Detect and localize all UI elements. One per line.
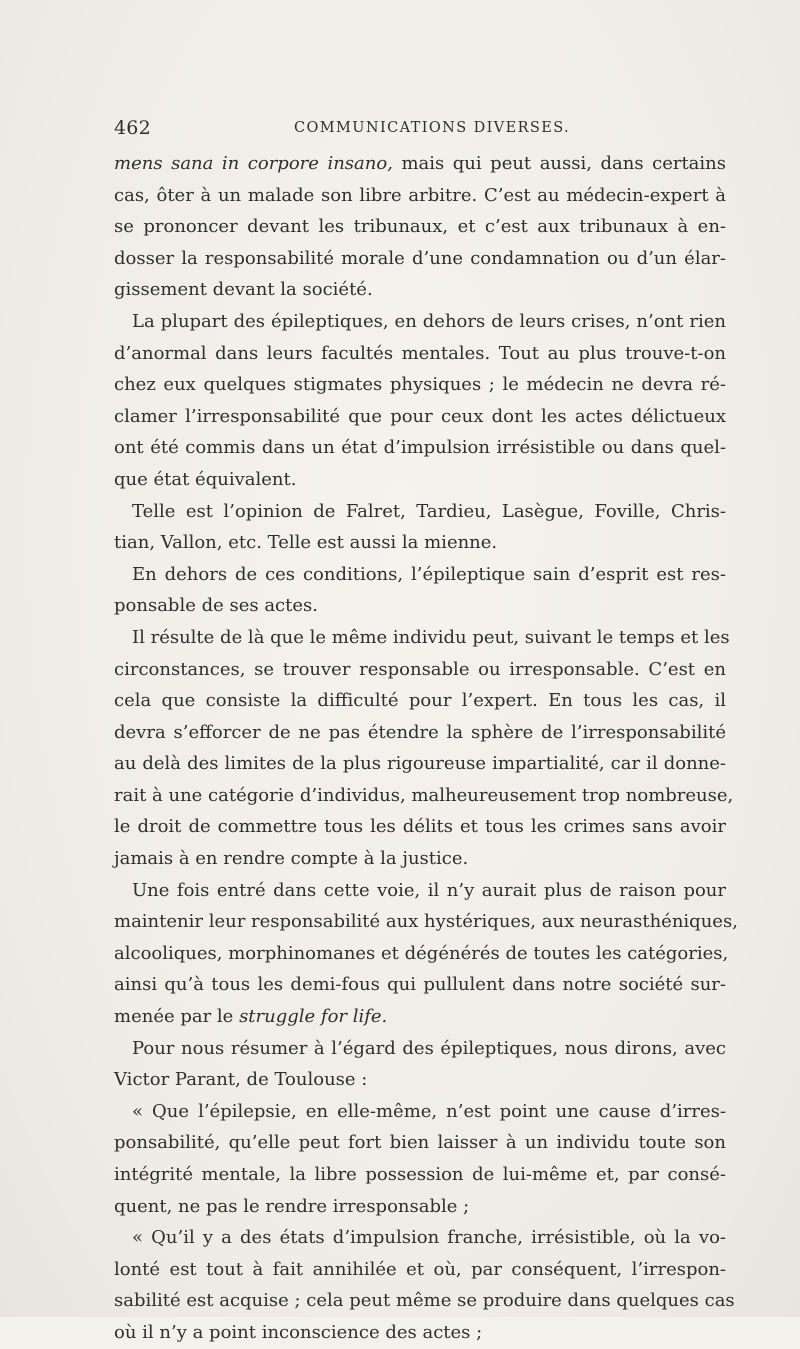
text-line <box>114 685 726 717</box>
italic-text: mens sana in corpore insano, <box>114 153 393 174</box>
text-line <box>114 401 726 433</box>
text-line <box>114 654 726 686</box>
text-segment: cas, ôter à un malade son libre arbitre. C’est au médecin-expert à <box>114 184 726 206</box>
text-segment: Telle est l’opinion de Falret, Tardieu, Lasègue, Foville, Chris- <box>132 500 726 522</box>
text-line <box>114 527 726 559</box>
text-segment: au delà des limites de la plus rigoureuse impartialité, car il donne- <box>114 753 726 775</box>
text-line <box>114 906 738 938</box>
text-line <box>114 780 734 812</box>
text-line <box>114 1254 726 1286</box>
text-segment: cela que consiste la difficulté pour l’expert. En tous les cas, il <box>114 690 726 712</box>
text-segment: menée par le <box>114 1006 240 1028</box>
text-segment: ont été commis dans un état d’impulsion irrésistible ou dans quel- <box>114 437 726 459</box>
text-segment: « Que l’épilepsie, en elle-même, n’est point une cause d’irres- <box>132 1100 726 1122</box>
text-line <box>114 243 726 275</box>
text-line <box>114 748 726 780</box>
text-line <box>114 148 726 180</box>
text-segment: « Qu’il y a des états d’impulsion franche, irrésistible, où la vo- <box>132 1227 726 1249</box>
text-line <box>114 464 726 496</box>
body-text <box>114 148 738 1349</box>
text-segment: clamer l’irresponsabilité que pour ceux dont les actes délictueux <box>114 405 726 427</box>
text-line <box>114 1001 726 1033</box>
text-line <box>114 1317 726 1349</box>
text-segment: Victor Parant, de Toulouse : <box>114 1069 368 1091</box>
page-number: 462 <box>114 117 151 139</box>
text-segment: La plupart des épileptiques, en dehors de leurs crises, n’ont rien <box>132 310 726 332</box>
text-segment: devra s’efforcer de ne pas étendre la sphère de l’irresponsabilité <box>114 721 726 743</box>
text-segment: sabilité est acquise ; cela peut même se produire dans quelques cas <box>114 1290 735 1312</box>
text-line <box>114 1159 726 1191</box>
text-segment: Une fois entré dans cette voie, il n’y aurait plus de raison pour <box>132 879 726 901</box>
text-line <box>114 590 726 622</box>
text-line <box>114 1096 726 1128</box>
text-segment: intégrité mentale, la libre possession de lui-même et, par consé- <box>114 1164 726 1185</box>
text-line <box>114 1191 726 1223</box>
text-segment: rait à une catégorie d’individus, malheureusement trop nombreuse, <box>114 784 734 806</box>
running-head: COMMUNICATIONS DIVERSES. <box>294 120 571 136</box>
text-segment: ainsi qu’à tous les demi-fous qui pullulent dans notre société sur- <box>114 974 726 996</box>
text-segment: alcooliques, morphinomanes et dégénérés de toutes les catégories, <box>114 942 729 964</box>
text-line <box>114 811 726 843</box>
text-line <box>114 369 726 401</box>
text-segment: ponsable de ses actes. <box>114 595 318 617</box>
text-segment: circonstances, se trouver responsable ou irresponsable. C’est en <box>114 658 726 680</box>
text-line <box>114 875 726 907</box>
text-segment: maintenir leur responsabilité aux hystériques, aux neurasthéniques, <box>114 911 738 933</box>
text-segment: quent, ne pas le rendre irresponsable ; <box>114 1195 470 1217</box>
text-line <box>114 496 726 528</box>
text-line <box>114 1064 726 1096</box>
text-line <box>114 717 726 749</box>
text-segment: tian, Vallon, etc. Telle est aussi la mienne. <box>114 532 498 554</box>
text-line <box>114 1285 735 1317</box>
text-segment: où il n’y a point inconscience des actes ; <box>114 1321 483 1343</box>
text-line <box>114 1033 726 1065</box>
text-segment: lonté est tout à fait annihilée et où, par conséquent, l’irrespon- <box>114 1258 726 1280</box>
text-segment: le droit de commettre tous les délits et tous les crimes sans avoir <box>114 816 726 838</box>
text-line <box>114 338 726 370</box>
text-segment: que état équivalent. <box>114 468 297 490</box>
text-segment: Pour nous résumer à l’égard des épileptiques, nous dirons, avec <box>132 1037 726 1059</box>
text-segment: jamais à en rendre compte à la justice. <box>114 848 469 870</box>
text-segment: ponsabilité, qu’elle peut fort bien laisser à un individu toute son <box>114 1132 726 1154</box>
text-line <box>114 211 726 243</box>
text-line <box>114 1127 726 1159</box>
text-line <box>114 969 726 1001</box>
text-line <box>114 306 726 338</box>
italic-text: struggle for life. <box>239 1006 388 1028</box>
text-segment: se prononcer devant les tribunaux, et c’est aux tribunaux à en- <box>114 216 726 238</box>
text-line <box>114 1222 726 1254</box>
text-segment: Il résulte de là que le même individu peut, suivant le temps et les <box>132 626 730 648</box>
text-segment: mais qui peut aussi, dans certains <box>392 153 726 174</box>
text-segment: d’anormal dans leurs facultés mentales. Tout au plus trouve-t-on <box>114 342 726 364</box>
text-line <box>114 432 726 464</box>
text-segment: En dehors de ces conditions, l’épileptique sain d’esprit est res- <box>132 563 726 585</box>
text-segment: chez eux quelques stigmates physiques ; le médecin ne devra ré- <box>114 374 726 396</box>
text-segment: dosser la responsabilité morale d’une condamnation ou d’un élar- <box>114 247 726 269</box>
page-header <box>114 117 724 141</box>
text-line <box>114 274 726 306</box>
text-line <box>114 938 729 970</box>
text-segment: gissement devant la société. <box>114 279 373 301</box>
text-line <box>114 180 726 212</box>
text-line <box>114 622 730 654</box>
text-line <box>114 559 726 591</box>
text-line <box>114 843 726 875</box>
